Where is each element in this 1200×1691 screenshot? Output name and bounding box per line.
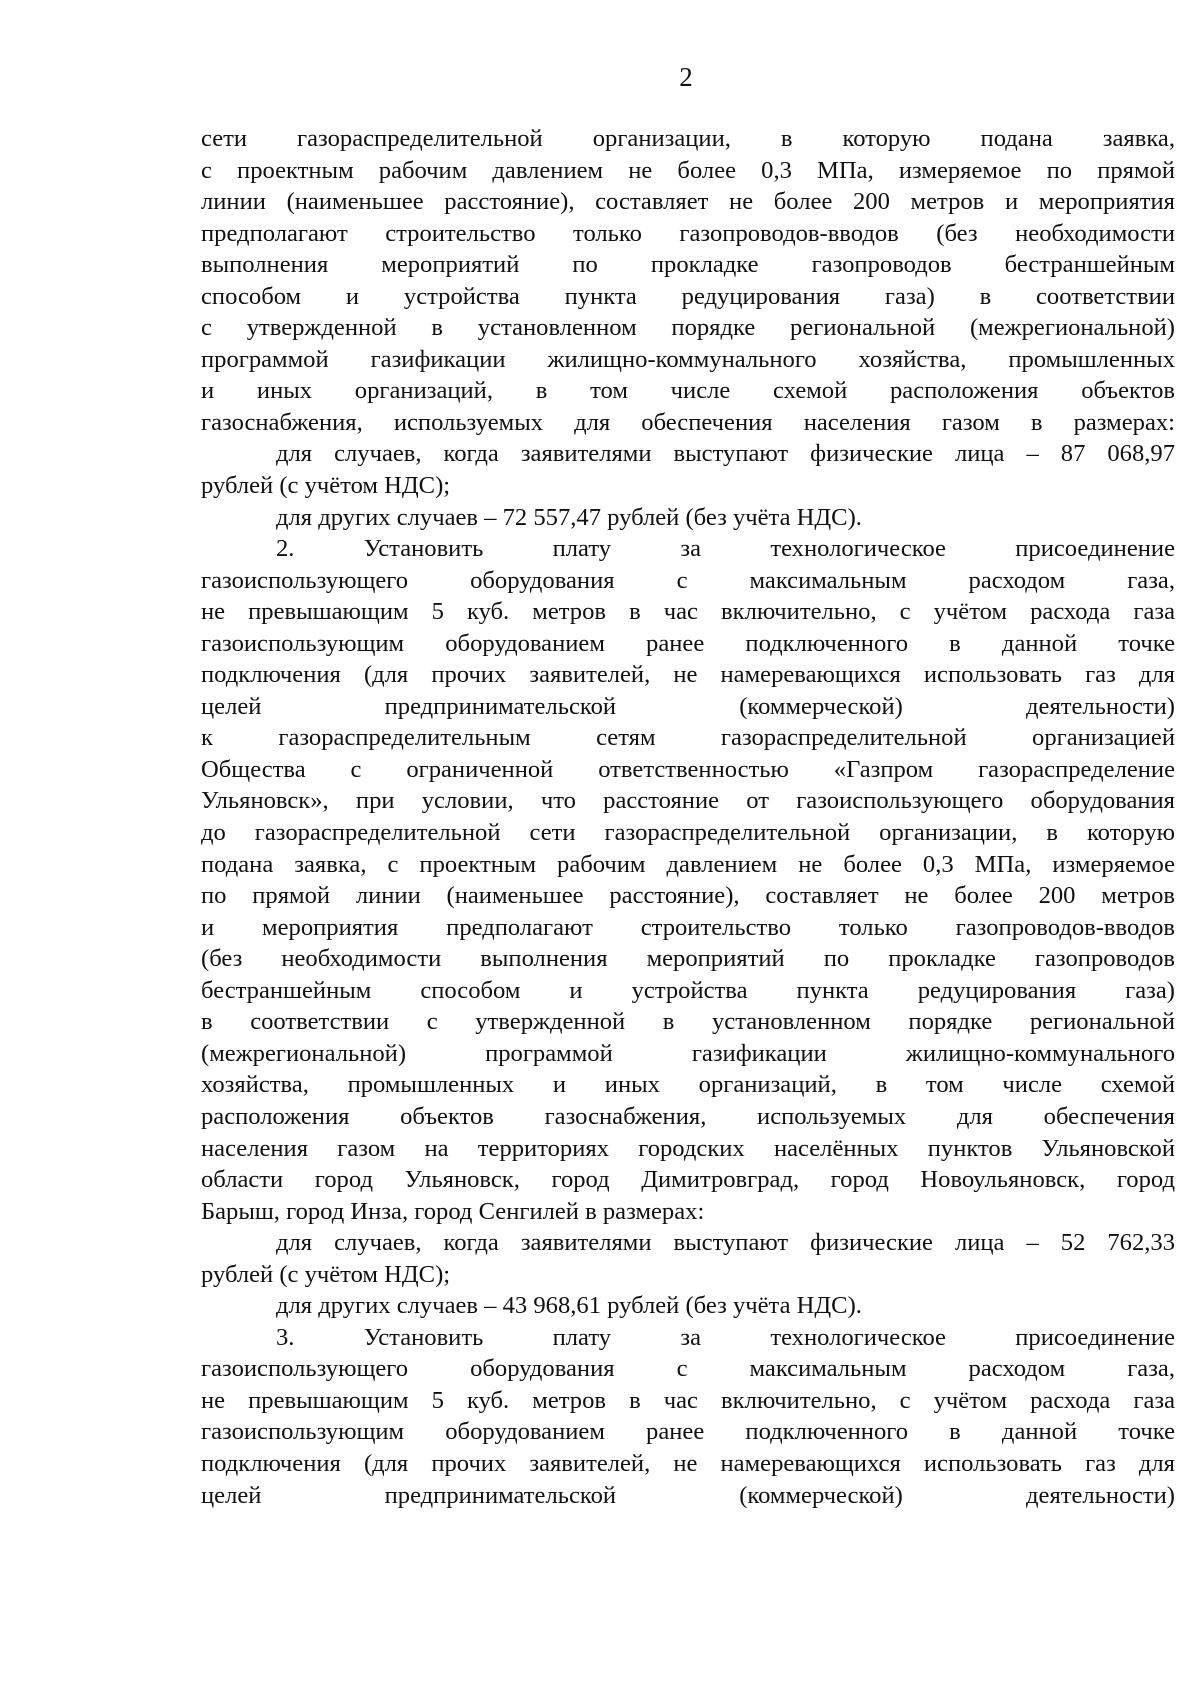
text-line: по прямой линии (наименьшее расстояние), составляет не более 200 метров bbox=[201, 882, 1175, 910]
text-line: линии (наименьшее расстояние), составляет не более 200 метров и мероприятия bbox=[201, 188, 1175, 216]
text-line: рублей (с учётом НДС); bbox=[201, 1260, 451, 1288]
text-line: к газораспределительным сетям газораспределительной организацией bbox=[201, 724, 1175, 752]
text-line: предполагают строительство только газопроводов-вводов (без необходимости bbox=[201, 219, 1175, 247]
text-line: с проектным рабочим давлением не более 0,3 МПа, измеряемое по прямой bbox=[201, 156, 1175, 184]
text-line: и мероприятия предполагают строительство только газопроводов-вводов bbox=[201, 913, 1175, 941]
text-line: для случаев, когда заявителями выступают физические лица – 87 068,97 bbox=[276, 440, 1175, 468]
text-line: в соответствии с утвержденной в установленном порядке региональной bbox=[201, 1008, 1175, 1036]
text-line: с утвержденной в установленном порядке региональной (межрегиональной) bbox=[201, 314, 1175, 342]
body-text bbox=[201, 123, 1175, 1511]
text-line: для случаев, когда заявителями выступают физические лица – 52 762,33 bbox=[276, 1229, 1175, 1257]
text-line: (без необходимости выполнения мероприятий по прокладке газопроводов bbox=[201, 945, 1175, 973]
page-number: 2 bbox=[679, 62, 693, 92]
text-line: газоиспользующим оборудованием ранее подключенного в данной точке bbox=[201, 629, 1175, 657]
text-line: населения газом на территориях городских населённых пунктов Ульяновской bbox=[201, 1134, 1175, 1162]
text-line: для других случаев – 72 557,47 рублей (без учёта НДС). bbox=[276, 503, 862, 531]
text-line: газоснабжения, используемых для обеспечения населения газом в размерах: bbox=[201, 408, 1175, 436]
text-line: не превышающим 5 куб. метров в час включительно, с учётом расхода газа bbox=[201, 598, 1175, 626]
text-line: подключения (для прочих заявителей, не намеревающихся использовать газ для bbox=[201, 661, 1175, 689]
text-line: выполнения мероприятий по прокладке газопроводов бестраншейным bbox=[201, 251, 1175, 279]
text-line: газоиспользующего оборудования с максимальным расходом газа, bbox=[201, 566, 1175, 594]
text-line: для других случаев – 43 968,61 рублей (без учёта НДС). bbox=[276, 1292, 862, 1320]
text-line: 2. Установить плату за технологическое присоединение bbox=[276, 535, 1175, 563]
text-line: целей предпринимательской (коммерческой) деятельности) bbox=[201, 1481, 1175, 1509]
text-line: газоиспользующим оборудованием ранее подключенного в данной точке bbox=[201, 1418, 1175, 1446]
text-line: Барыш, город Инза, город Сенгилей в размерах: bbox=[201, 1197, 705, 1225]
text-line: Общества с ограниченной ответственностью «Газпром газораспределение bbox=[201, 755, 1175, 783]
text-line: и иных организаций, в том числе схемой расположения объектов bbox=[201, 377, 1175, 405]
text-line: газоиспользующего оборудования с максимальным расходом газа, bbox=[201, 1355, 1175, 1383]
text-line: не превышающим 5 куб. метров в час включительно, с учётом расхода газа bbox=[201, 1386, 1175, 1414]
text-line: способом и устройства пункта редуцирования газа) в соответствии bbox=[201, 282, 1175, 310]
text-line: области город Ульяновск, город Димитровград, город Новоульяновск, город bbox=[201, 1166, 1175, 1194]
text-line: бестраншейным способом и устройства пункта редуцирования газа) bbox=[201, 976, 1175, 1004]
text-line: сети газораспределительной организации, в которую подана заявка, bbox=[201, 125, 1175, 152]
text-line: расположения объектов газоснабжения, используемых для обеспечения bbox=[201, 1102, 1175, 1130]
text-line: Ульяновск», при условии, что расстояние от газоиспользующего оборудования bbox=[201, 787, 1175, 815]
text-line: до газораспределительной сети газораспределительной организации, в которую bbox=[201, 819, 1175, 847]
text-line: подключения (для прочих заявителей, не намеревающихся использовать газ для bbox=[201, 1449, 1175, 1477]
text-line: подана заявка, с проектным рабочим давлением не более 0,3 МПа, измеряемое bbox=[201, 850, 1175, 878]
text-line: программой газификации жилищно-коммунального хозяйства, промышленных bbox=[201, 345, 1175, 373]
text-line: хозяйства, промышленных и иных организаций, в том числе схемой bbox=[201, 1071, 1175, 1099]
text-line: целей предпринимательской (коммерческой) деятельности) bbox=[201, 692, 1175, 720]
text-line: 3. Установить плату за технологическое присоединение bbox=[276, 1323, 1175, 1351]
text-line: рублей (с учётом НДС); bbox=[201, 472, 451, 500]
text-line: (межрегиональной) программой газификации жилищно-коммунального bbox=[201, 1039, 1175, 1067]
